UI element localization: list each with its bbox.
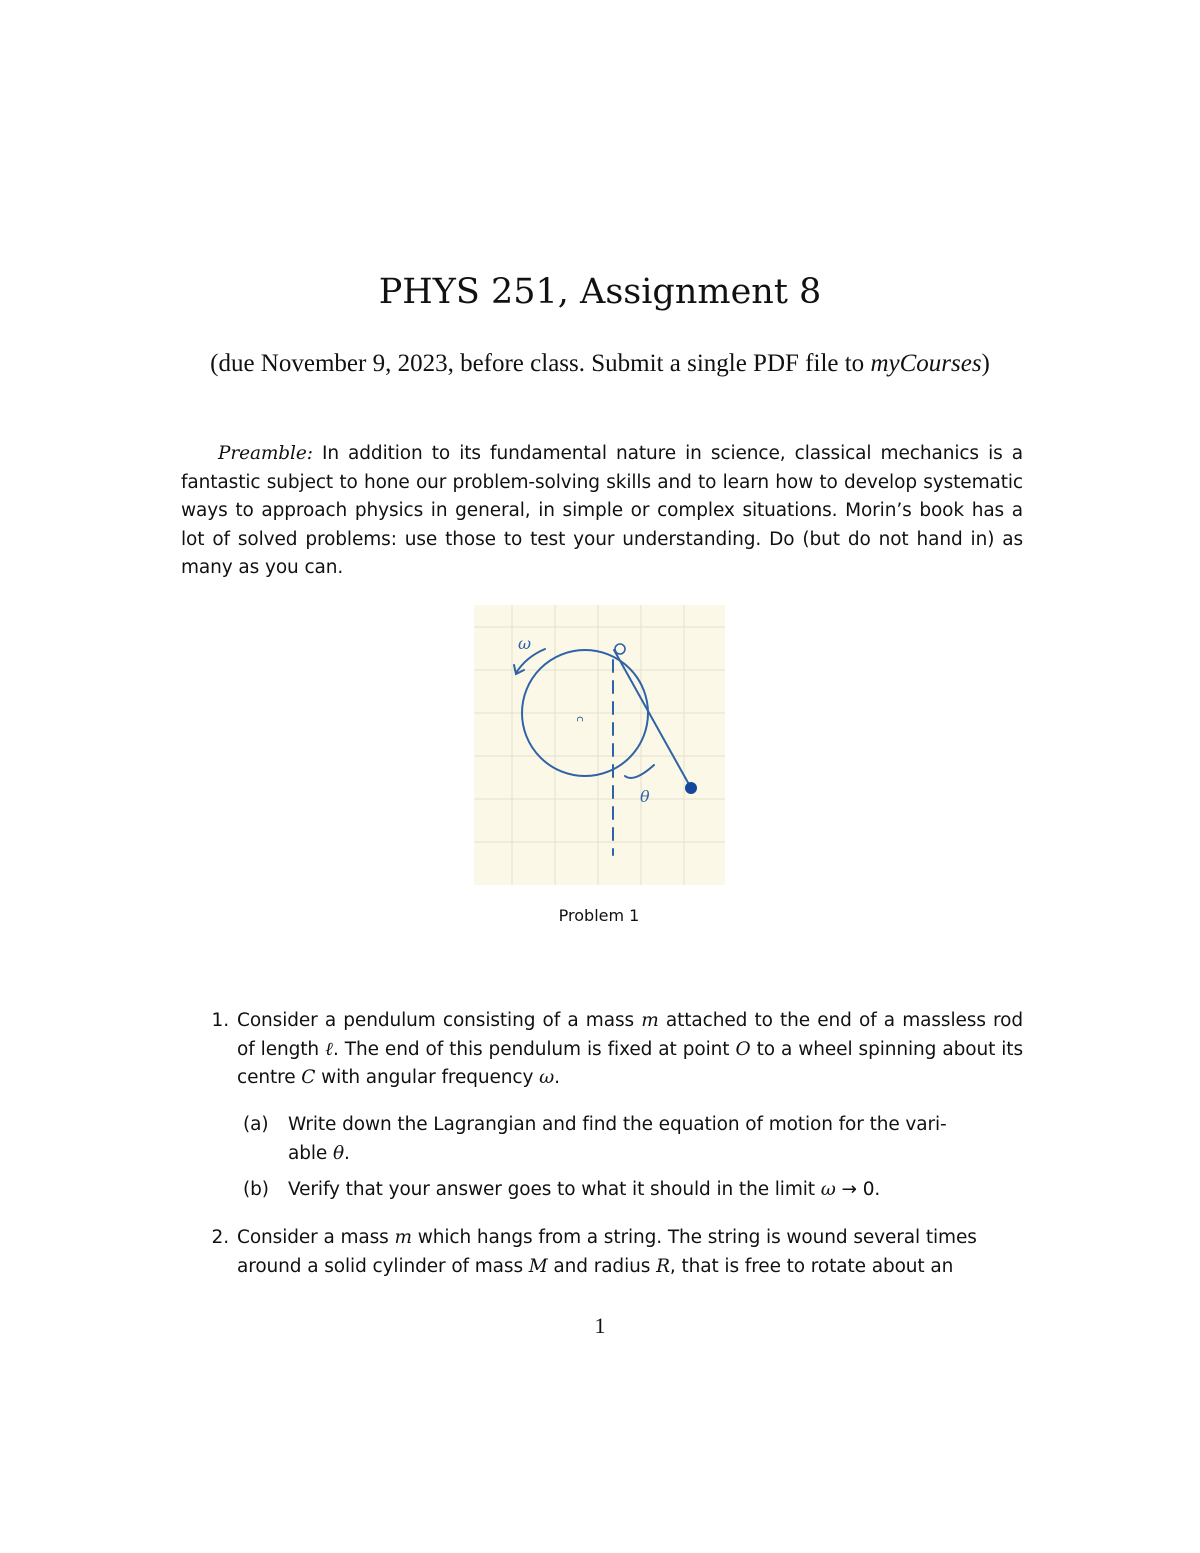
center-label: c <box>574 716 587 723</box>
platform-name: myCourses <box>870 350 982 377</box>
due-date-line <box>0 350 1200 378</box>
text: to a wheel spinning about its centre <box>237 1038 1024 1088</box>
problem-2-text <box>237 1224 1023 1281</box>
text: able <box>288 1142 333 1164</box>
math-var: O <box>735 1038 751 1060</box>
problem-1-figure <box>474 605 725 885</box>
theta-label: θ <box>640 787 650 806</box>
due-text-end: ) <box>981 350 990 377</box>
omega-label: ω <box>518 634 532 653</box>
problem-1-text <box>237 1007 1023 1093</box>
text: which hangs from a string. The string is wound several times <box>411 1227 977 1248</box>
text: Consider a mass <box>237 1227 395 1248</box>
math-var: m <box>394 1227 412 1248</box>
text: . <box>344 1142 350 1164</box>
math-var: ω <box>539 1067 555 1088</box>
text: and radius <box>547 1255 657 1277</box>
preamble-paragraph <box>181 440 1023 583</box>
text: . <box>554 1067 560 1088</box>
text: . The end of this pendulum is fixed at point <box>332 1038 736 1060</box>
text: Consider a pendulum consisting of a mass <box>237 1010 642 1031</box>
text: → 0. <box>835 1179 881 1200</box>
math-var: m <box>641 1010 659 1031</box>
text: with angular frequency <box>315 1067 540 1088</box>
problem-2-number: 2. <box>211 1227 229 1248</box>
text: around a solid cylinder of mass <box>237 1255 529 1277</box>
subpart-b-text <box>288 1176 1023 1205</box>
due-text: (due November 9, 2023, before class. Submit a single PDF file to <box>210 350 871 377</box>
math-var: R <box>656 1255 670 1277</box>
math-var: C <box>301 1067 316 1088</box>
pendulum-diagram <box>474 605 725 885</box>
text: Verify that your answer goes to what it should in the limit <box>288 1179 821 1200</box>
page-number: 1 <box>594 1313 606 1338</box>
text: Write down the Lagrangian and find the equation of motion for the vari- <box>288 1114 947 1135</box>
subpart-a-text <box>288 1111 1023 1168</box>
math-var: M <box>528 1255 548 1277</box>
math-var: ℓ <box>325 1038 333 1060</box>
math-var: θ <box>332 1142 345 1164</box>
page-title: PHYS 251, Assignment 8 <box>378 272 822 312</box>
text: , that is free to rotate about an <box>669 1255 954 1277</box>
text: attached to the end of a massless rod of length <box>237 1010 1024 1060</box>
pendulum-mass <box>685 782 697 794</box>
figure-caption: Problem 1 <box>558 906 640 925</box>
preamble-label: Preamble: <box>218 443 313 464</box>
subpart-b-label: (b) <box>243 1179 269 1200</box>
subpart-a-label: (a) <box>243 1114 269 1135</box>
math-var: ω <box>820 1179 836 1200</box>
problem-1-number: 1. <box>211 1010 229 1031</box>
preamble-text: In addition to its fundamental nature in science, classical mechanics is a fantastic subject to hone our problem-solving skills and to learn how to develop systematic ways to approach physics in general, in simple or complex situations. Morin’s book has a lot of solved problems: use those to test your understanding. Do (but do not hand in) as many as you can. <box>181 443 1023 578</box>
